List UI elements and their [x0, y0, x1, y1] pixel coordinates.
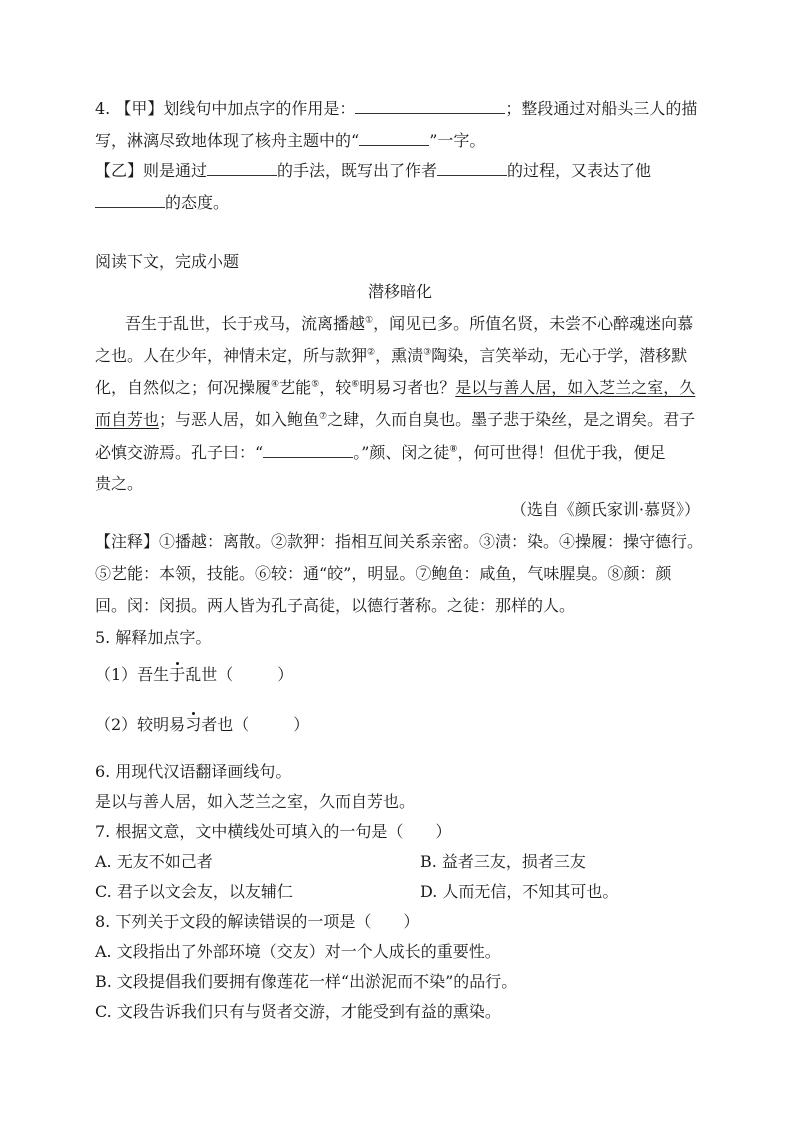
passage-line-2 — [95, 346, 687, 366]
answer-blank[interactable] — [437, 160, 507, 176]
q7-stem: 7. 根据文意，文中横线处可填入的一句是（ ） — [95, 822, 452, 841]
passage-text: 之肆，久而自臭也。墨子悲于染丝，是之谓矣。君子 — [327, 410, 696, 429]
passage-text: 艺能 — [279, 378, 312, 397]
q5-text: 乱世（ — [185, 665, 234, 684]
q7-option-b[interactable]: B. 益者三友，损者三友 — [420, 852, 586, 871]
dotted-character: 于 — [169, 665, 186, 684]
underlined-sentence: 是以与善人居，如入芝兰之室，久 — [455, 378, 696, 397]
passage-text: ，熏渍 — [375, 346, 424, 365]
footnote-mark: ① — [365, 315, 374, 326]
q8-option-a[interactable]: A. 文段指出了外部环境（交友）对一个人成长的重要性。 — [95, 942, 501, 961]
answer-blank[interactable] — [359, 130, 429, 146]
q4-text: ”一字。 — [429, 131, 486, 150]
q4-line-1 — [95, 98, 697, 119]
footnote-mark: ⑤ — [311, 379, 320, 390]
passage-text: ，较 — [319, 378, 352, 397]
footnote-mark: ④ — [271, 379, 280, 390]
footnote-mark: ⑦ — [319, 411, 328, 422]
passage-line-1 — [125, 314, 693, 334]
q7-option-d[interactable]: D. 人而无信，不知其可也。 — [420, 882, 619, 901]
passage-text: 必慎交游焉。孔子曰：“ — [95, 443, 264, 462]
passage-text: 化，自然似之；何况操履 — [95, 378, 272, 397]
q6-stem: 6. 用现代汉语翻译画线句。 — [95, 762, 292, 781]
footnote-mark: ⑧ — [449, 444, 458, 455]
q5-text: ） — [277, 665, 294, 684]
q5-text: （1）吾生 — [95, 665, 170, 684]
passage-line-5 — [95, 442, 665, 463]
q5-item-2 — [95, 715, 309, 735]
q4-text: 的过程，又表达了他 — [507, 161, 652, 180]
passage-blank[interactable] — [263, 442, 353, 458]
q4-text: 写，淋漓尽致地体现了核舟主题中的“ — [95, 131, 360, 150]
reading-intro: 阅读下文，完成小题 — [95, 252, 240, 271]
answer-blank[interactable] — [207, 160, 277, 176]
footnote-mark: ② — [367, 347, 376, 358]
q4-line-4 — [95, 192, 229, 213]
q4-text: 4. 【甲】划线句中加点字的作用是： — [95, 99, 356, 118]
passage-text: 明易习者也？ — [359, 378, 456, 397]
footnote-mark: ③ — [423, 347, 432, 358]
q5-text: （2）较明易 — [95, 715, 186, 734]
q5-item-1 — [95, 665, 293, 685]
passage-text: 。”颜、闵之徒 — [353, 443, 450, 462]
q4-line-2 — [95, 130, 485, 151]
notes-line-1: 【注释】①播越：离散。②款狎：指相互间关系亲密。③渍：染。④操履：操守德行。 — [95, 532, 704, 551]
q5-text: 者也（ — [201, 715, 250, 734]
q7-option-a[interactable]: A. 无友不如己者 — [95, 852, 213, 871]
passage-text: 陶染，言笑举动，无心于学，潜移默 — [431, 346, 688, 365]
answer-blank[interactable] — [95, 192, 165, 208]
underlined-sentence: 而自芳也 — [95, 410, 160, 429]
q8-option-c[interactable]: C. 文段告诉我们只有与贤者交游，才能受到有益的熏染。 — [95, 1002, 501, 1021]
q4-text: ；整段通过对船头三人的描 — [505, 99, 698, 118]
notes-line-3: 回。闵：闵损。两人皆为孔子高徒，以德行著称。之徒：那样的人。 — [95, 596, 576, 615]
q7-option-c[interactable]: C. 君子以文会友，以友辅仁 — [95, 882, 293, 901]
q5-text: ） — [293, 715, 310, 734]
passage-line-6: 贵之。 — [95, 474, 144, 493]
passage-text: 吾生于乱世，长于戎马，流离播越 — [125, 314, 366, 333]
footnote-mark: ⑥ — [351, 379, 360, 390]
q5-stem: 5. 解释加点字。 — [95, 628, 212, 647]
passage-title: 潜移暗化 — [367, 282, 432, 301]
q6-sentence: 是以与善人居，如入芝兰之室，久而自芳也。 — [95, 792, 416, 811]
q4-text: 【乙】则是通过 — [95, 161, 208, 180]
notes-line-2: ⑤艺能：本领，技能。⑥较：通“皎”，明显。⑦鲍鱼：咸鱼，气味腥臭。⑧颜：颜 — [95, 564, 672, 583]
answer-blank[interactable] — [355, 98, 505, 114]
passage-line-4 — [95, 410, 695, 430]
q4-text: 的手法，既写出了作者 — [277, 161, 438, 180]
passage-text: 之也。人在少年，神情未定，所与款狎 — [95, 346, 368, 365]
passage-text: ，闻见已多。所值名贤，未尝不心醉魂迷向慕 — [373, 314, 694, 333]
passage-source: （选自《颜氏家训·慕贤》） — [510, 500, 700, 519]
passage-text: ，何可世得！但优于我，便足 — [457, 443, 666, 462]
q8-stem: 8. 下列关于文段的解读错误的一项是（ ） — [95, 912, 420, 931]
q4-text: 的态度。 — [165, 193, 230, 212]
q4-line-3 — [95, 160, 651, 181]
passage-text: ；与恶人居，如入鲍鱼 — [159, 410, 320, 429]
dotted-character: 习 — [185, 715, 202, 734]
passage-line-3 — [95, 378, 695, 398]
q8-option-b[interactable]: B. 文段提倡我们要拥有像莲花一样“出淤泥而不染”的品行。 — [95, 972, 518, 991]
